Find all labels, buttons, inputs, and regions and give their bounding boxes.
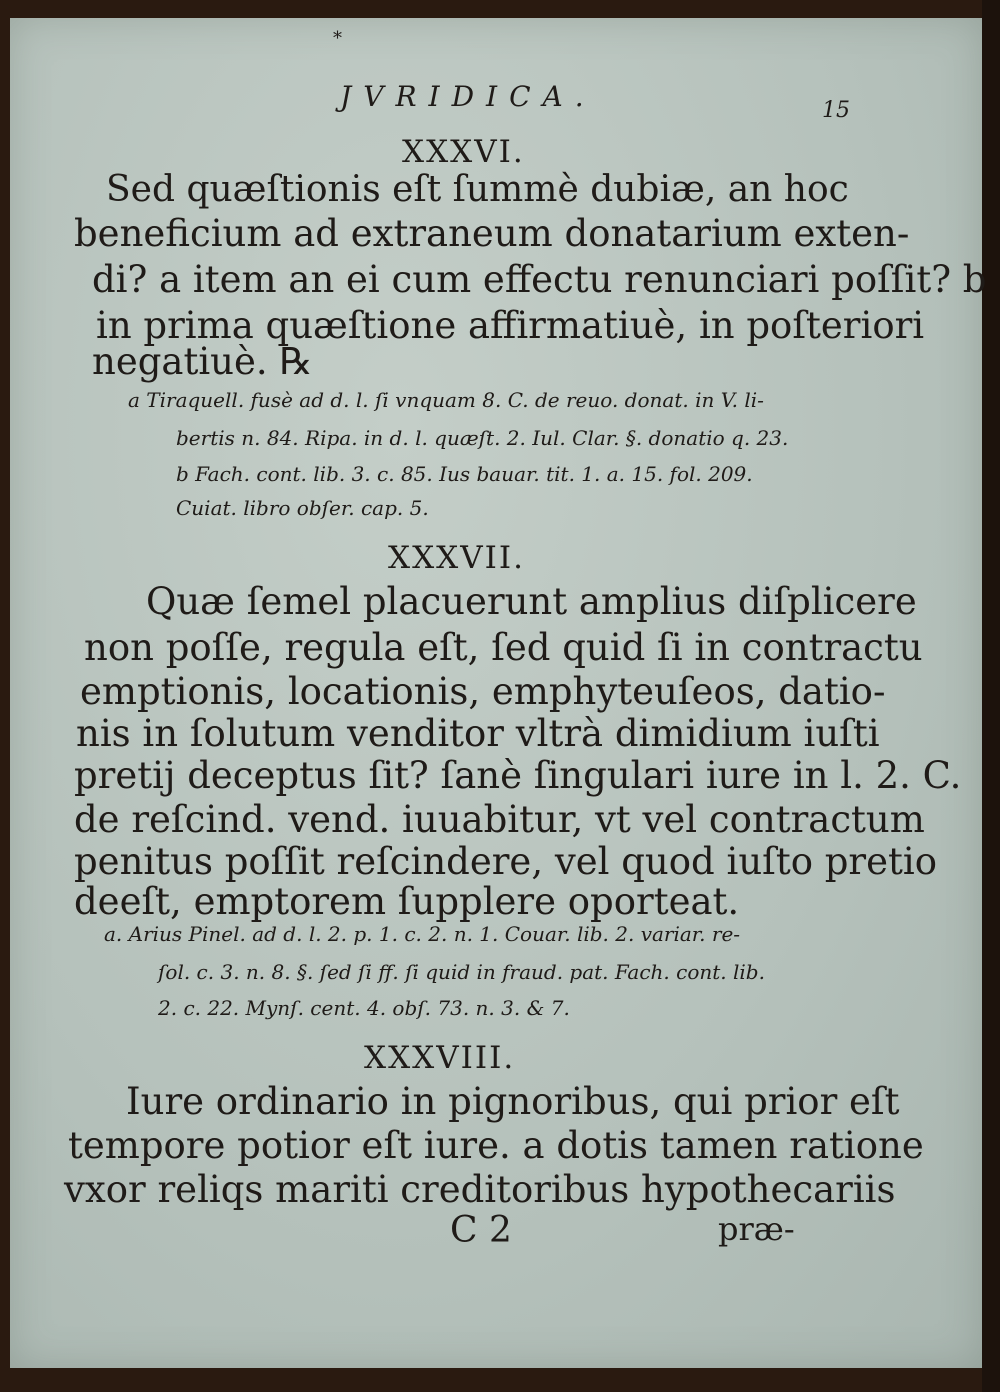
body-line: tempore potior eſt iure. a dotis tamen ratione [68,1124,924,1167]
body-line: non poſſe, regula eſt, ſed quid ſi in contractu [84,626,923,669]
page-mark: * [333,28,342,49]
section-heading: XXXVII. [388,540,525,576]
body-line: Iure ordinario in pignoribus, qui prior eſt [126,1080,900,1123]
footnote-line: bertis n. 84. Ripa. in d. l. quæſt. 2. Iul. Clar. §. donatio q. 23. [176,426,789,450]
body-line: vxor reliqs mariti creditoribus hypothecariis [64,1168,896,1211]
catchword: præ- [718,1210,795,1248]
footnote-line: Cuiat. libro obſer. cap. 5. [176,496,429,520]
body-line: nis in ſolutum venditor vltrà dimidium iuſti [76,712,880,755]
body-line: Quæ ſemel placuerunt amplius diſplicere [146,580,917,623]
body-line: penitus poſſit reſcindere, vel quod iuſto pretio [74,840,937,883]
page-number: 15 [822,98,850,123]
body-line: pretij deceptus ſit? ſanè ſingulari iure in l. 2. C. [74,754,962,797]
footnote-line: a. Arius Pinel. ad d. l. 2. p. 1. c. 2. n. 1. Couar. lib. 2. variar. re- [104,922,741,946]
body-line: di? a item an ei cum effectu renunciari poſſit? b [92,258,987,301]
footnote-line: 2. c. 22. Mynſ. cent. 4. obſ. 73. n. 3. & 7. [158,996,570,1020]
signature-mark: C 2 [450,1210,512,1251]
footnote-line: a Tiraquell. fusè ad d. l. ſi vnquam 8. C. de reuo. donat. in V. li- [128,388,764,412]
body-line: Sed quæſtionis eſt ſummè dubiæ, an hoc [106,169,849,210]
body-line: beneficium ad extraneum donatarium exten- [74,212,910,255]
footnote-line: b Fach. cont. lib. 3. c. 85. Ius bauar. tit. 1. a. 15. fol. 209. [176,462,753,486]
body-line: emptionis, locationis, emphyteuſeos, datio- [80,670,886,713]
section-heading: XXXVI. [402,134,525,170]
body-line: negatiuè. ℞ [92,340,313,383]
body-line: de reſcind. vend. iuuabitur, vt vel contractum [74,798,925,841]
footnote-line: ſol. c. 3. n. 8. §. ſed ſi ff. ſi quid in fraud. pat. Fach. cont. lib. [158,960,765,984]
section-heading: XXXVIII. [364,1040,516,1076]
page-edge [982,0,1000,1392]
body-line: in prima quæſtione affirmatiuè, in poſteriori [96,304,925,347]
running-head: JVRIDICA. [340,80,596,113]
body-line: deeſt, emptorem ſupplere oporteat. [74,880,740,923]
